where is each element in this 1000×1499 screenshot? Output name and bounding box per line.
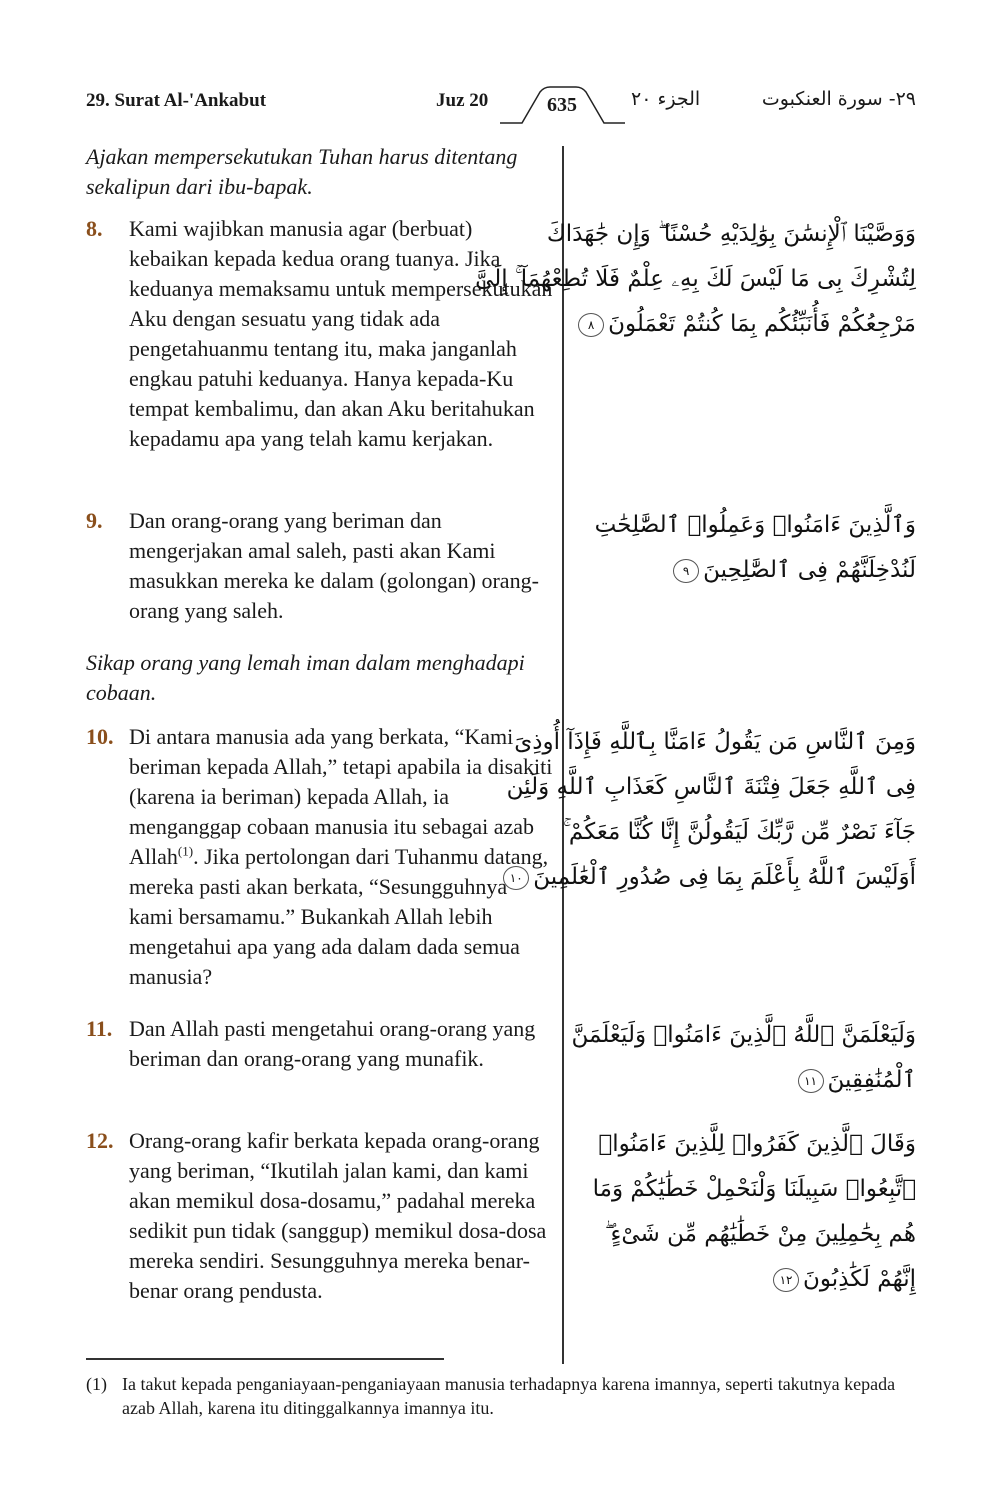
page-header (86, 86, 916, 126)
arabic-line (509, 855, 916, 900)
footnote-text: Ia takut kepada penganiayaan-penganiayaan manusia terhadapnya karena imannya, seperti takutnya kepada azab Allah, karena itu ditinggalkannya imannya itu. (122, 1374, 896, 1418)
arabic-text: ٱلْمُنَٰفِقِينَ (827, 1067, 916, 1093)
arabic-verse-10 (506, 720, 916, 900)
arabic-verse-9 (574, 503, 916, 593)
arabic-line: فِى ٱللَّهِ جَعَلَ فِتْنَةَ ٱلنَّاسِ كَعَذَابِ ٱللَّهِ وَلَئِن (506, 774, 916, 800)
juz-label-arabic: الجزء ٢٠ (631, 88, 701, 110)
arabic-text: لَنُدْخِلَنَّهُمْ فِى ٱلصَّٰلِحِينَ (703, 557, 916, 583)
surah-title-latin: 29. Surat Al-'Ankabut (86, 90, 267, 111)
juz-label-latin: Juz 20 (436, 90, 489, 111)
footnote-marker: (1) (86, 1374, 107, 1394)
verse-number: 12. (86, 1128, 114, 1153)
verse-number: 10. (86, 724, 114, 749)
arabic-line (574, 1257, 916, 1302)
verse-translation-8 (86, 214, 556, 454)
arabic-line: لِتُشْرِكَ بِى مَا لَيْسَ لَكَ بِهِۦ عِلْمٌ فَلَا تُطِعْهُمَآ ۚ إِلَىَّ (475, 266, 916, 292)
arabic-line: وَقَالَ ٱلَّذِينَ كَفَرُوا۟ لِلَّذِينَ ءَامَنُوا۟ (598, 1131, 916, 1157)
verse-translation-11 (86, 1014, 556, 1074)
arabic-text: مَرْجِعُكُمْ فَأُنَبِّئُكُم بِمَا كُنتُمْ تَعْمَلُونَ (608, 311, 916, 337)
arabic-verse-12 (574, 1122, 916, 1302)
verse-translation-9 (86, 506, 556, 626)
arabic-line: جَآءَ نَصْرٌ مِّن رَّبِّكَ لَيَقُولُنَّ إِنَّا كُنَّا مَعَكُمْ ۚ (563, 819, 916, 845)
ayah-end-marker: ٩ (673, 559, 699, 583)
arabic-verse-8 (475, 212, 916, 347)
verse-text: Orang-orang kafir berkata kepada orang-orang yang beriman, “Ikutilah jalan kami, dan kami akan memikul dosa-dosamu,” padahal mereka sedikit pun tidak (sanggup) memikul dosa-dosa mereka sendiri. Sesungguhnya mereka benar-benar orang pendusta. (129, 1128, 547, 1303)
arabic-line: ٱتَّبِعُوا۟ سَبِيلَنَا وَلْنَحْمِلْ خَطَٰيَٰكُمْ وَمَا (592, 1176, 916, 1202)
verse-text-part: Di antara manusia ada yang berkata, “Kami beriman kepada Allah,” tetapi apabila ia disakiti (karena ia beriman) kepada Allah, ia menganggap cobaan manusia itu sebagai azab Allah (129, 724, 553, 869)
verse-text (129, 722, 556, 992)
verse-text: Kami wajibkan manusia agar (berbuat) kebaikan kepada kedua orang tuanya. Jika keduanya memaksamu untuk mempersekutukan Aku dengan sesuatu yang tidak ada pengetahuanmu tentang itu, maka janganlah engkau patuhi keduanya. Hanya kepada-Ku tempat kembalimu, dan akan Aku beritahukan kepadamu apa yang telah kamu kerjakan. (129, 216, 553, 451)
verse-translation-10 (86, 722, 556, 992)
arabic-line: وَٱلَّذِينَ ءَامَنُوا۟ وَعَمِلُوا۟ ٱلصَّٰلِحَٰتِ (594, 512, 916, 538)
arabic-line (574, 1058, 916, 1103)
arabic-line: هُم بِحَٰمِلِينَ مِنْ خَطَٰيَٰهُم مِّن شَىْءٍ ۖ (604, 1221, 916, 1247)
arabic-line: وَلَيَعْلَمَنَّ ٱللَّهُ ٱلَّذِينَ ءَامَنُوا۟ وَلَيَعْلَمَنَّ (571, 1022, 916, 1048)
verse-number: 8. (86, 216, 103, 241)
arabic-verse-11 (571, 1013, 916, 1103)
arabic-line (574, 548, 916, 593)
verse-text: Dan Allah pasti mengetahui orang-orang yang beriman dan orang-orang yang munafik. (129, 1016, 536, 1071)
section-heading: Ajakan mempersekutukan Tuhan harus ditentang sekalipun dari ibu-bapak. (86, 144, 518, 199)
ayah-end-marker: ١٢ (773, 1268, 799, 1292)
arabic-text: إِنَّهُمْ لَكَٰذِبُونَ (803, 1266, 916, 1292)
ayah-end-marker: ١١ (798, 1069, 824, 1093)
arabic-line: وَمِنَ ٱلنَّاسِ مَن يَقُولُ ءَامَنَّا بِٱللَّهِ فَإِذَآ أُوذِىَ (514, 729, 916, 755)
verse-number: 11. (86, 1016, 113, 1041)
verse-translation-12 (86, 1126, 556, 1306)
arabic-line: وَوَصَّيْنَا ٱلْإِنسَٰنَ بِوَٰلِدَيْهِ حُسْنًا ۖ وَإِن جَٰهَدَاكَ (546, 221, 916, 247)
page-number: 635 (547, 94, 577, 116)
section-heading: Sikap orang yang lemah iman dalam menghadapi cobaan. (86, 650, 525, 705)
verse-text: Dan orang-orang yang beriman dan mengerjakan amal saleh, pasti akan Kami masukkan mereka ke dalam (golongan) orang-orang yang saleh. (129, 508, 539, 623)
arabic-line (574, 302, 916, 347)
surah-title-arabic: ٢٩- سورة العنكبوت (761, 88, 916, 110)
footnote (86, 1372, 916, 1420)
footnote-reference[interactable]: (1) (177, 843, 194, 859)
verse-text-part: . Jika pertolongan dari Tuhanmu datang, mereka pasti akan berkata, “Sesungguhnya kami bersamamu.” Bukankah Allah lebih mengetahui apa yang ada dalam dada semua manusia? (129, 844, 549, 989)
ayah-end-marker: ٨ (578, 313, 604, 337)
verse-number: 9. (86, 508, 103, 533)
arabic-text: أَوَلَيْسَ ٱللَّهُ بِأَعْلَمَ بِمَا فِى صُدُورِ ٱلْعَٰلَمِينَ (533, 864, 916, 890)
footnote-divider (86, 1358, 444, 1360)
ayah-end-marker: ١٠ (503, 866, 529, 890)
